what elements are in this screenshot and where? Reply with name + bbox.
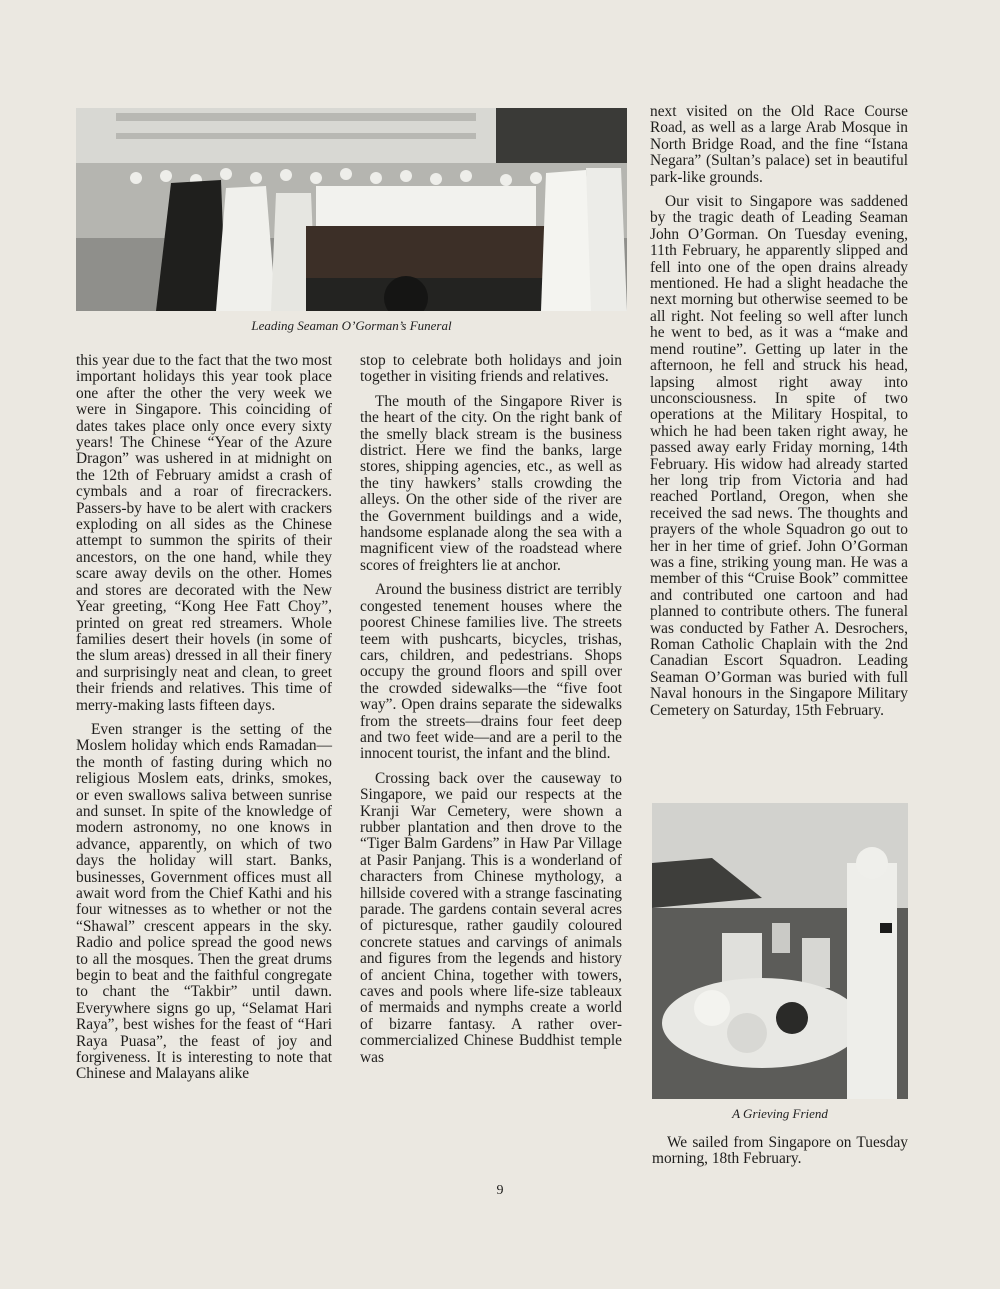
text-column-right [650,104,908,727]
text-column-left [76,353,332,1091]
funeral-photo [76,108,627,311]
funeral-photo-image [76,108,627,311]
paragraph: The mouth of the Singapore River is the heart of the city. On the right bank of the smelly black stream is the business district. Here we find the banks, large stores, shipping agencies, etc., as well as the tiny hawkers’ stalls crowding the alleys. On the other side of the river are the Government buildings and a wide, handsome esplanade along the sea with a magnificent view of the roadstead where scores of freighters lie at anchor. [360,392,622,574]
paragraph: next visited on the Old Race Course Road, as well as a large Arab Mosque in North Bridge Road, and the fine “Istana Negara” (Sultan’s palace) set in beautiful park-like grounds. [650,103,908,186]
text-column-right-bottom [652,1135,908,1176]
page-number: 9 [496,1183,504,1198]
grieving-friend-caption: A Grieving Friend [732,1106,828,1121]
grieving-friend-photo [652,803,908,1099]
paragraph: Even stranger is the setting of the Moslem holiday which ends Ramadan—the month of fasting during which no religious Moslem eats, drinks, smokes, or even swallows saliva between sunrise and sunset. In spite of the knowledge of modern astronomy, no one knows in advance, apparently, on which of two days the holiday will start. Banks, businesses, Government offices must all await word from the Chief Kathi and his four witnesses as to whether or not the “Shawal” crescent appears in the sky. Radio and police spread the good news to all the mosques. Then the great drums begin to beat and the faithful congregate to chant the “Takbir” until dawn. Everywhere signs go up, “Selamat Hari Raya”, best wishes for the feast of “Hari Raya Puasa”, the feast of joy and forgiveness. It is interesting to note that Chinese and Malayans alike [76,720,332,1083]
paragraph: Around the business district are terribly congested tenement houses where the poorest Chinese families live. The streets teem with pushcarts, bicycles, trishas, cars, children, and pedestrians. Shops occupy the ground floors and spill over the crowded sidewalks—the “five foot way”. Open drains separate the sidewalks from the streets—drains four feet deep and two feet wide—and are a peril to the innocent tourist, the infant and the blind. [360,581,622,763]
paragraph: this year due to the fact that the two most important holidays this year took place one after the other the very week we were in Singapore. This coinciding of dates takes place only once every sixty years! The Chinese “Year of the Azure Dragon” was ushered in at midnight on the 12th of February amidst a crash of cymbals and a roar of firecrackers. Passers-by have to be alert with crackers exploding on all sides as the Chinese attempt to summon the spirits of their ancestors, on the one hand, while they scare away devils on the other. Homes and stores are decorated with the New Year greeting, “Kong Hee Fatt Choy”, printed on great red streamers. Whole families desert their hovels (in some of the slum areas) dressed in all their finery and surprisingly neat and clean, to greet their friends and relatives. This time of merry-making lasts fifteen days. [76,352,332,714]
text-column-middle [360,353,622,1074]
funeral-photo-caption: Leading Seaman O’Gorman’s Funeral [251,318,452,333]
paragraph: Crossing back over the causeway to Singapore, we paid our respects at the Kranji War Cemetery, were shown a rubber plantation and then drove to the “Tiger Balm Gardens” in Haw Par Village at Pasir Panjang. This is a wonderland of characters from Chinese mythology, a hillside covered with a strange fascinating parade. The gardens contain several acres of picturesque, rather gaudily coloured concrete statues and carvings of animals and figures from the legends and history of ancient China, together with towers, caves and pools where life-size tableaux of mermaids and nymphs create a world of bizarre fantasy. A rather over-commercialized Chinese Buddhist temple was [360,769,622,1066]
paragraph: stop to celebrate both holidays and join together in visiting friends and relatives. [360,352,622,386]
paragraph: We sailed from Singapore on Tuesday morning, 18th February. [652,1134,908,1168]
grieving-friend-photo-image [652,803,908,1099]
paragraph: Our visit to Singapore was saddened by the tragic death of Leading Seaman John O’Gorman. On Tuesday evening, 11th February, he apparently slipped and fell into one of the open drains already mentioned. He had a slight headache the next morning but otherwise seemed to be all right. Not feeling so well after lunch he went to bed, as it was a “make and mend routine”. Getting up later in the afternoon, he fell and struck his head, lapsing almost right away into unconsciousness. In spite of two operations at the Military Hospital, to which he had been taken right away, he passed away early Friday morning, 14th February. His widow had already started her long trip from Victoria and had reached Portland, Oregon, when she received the sad news. The thoughts and prayers of the whole Squadron go out to her in her time of grief. John O’Gorman was a fine, striking young man. He was a member of this “Cruise Book” committee and contributed one cartoon and had planned to contribute others. The funeral was conducted by Father A. Desrochers, Roman Catholic Chaplain with the 2nd Canadian Escort Squadron. Leading Seaman O’Gorman was buried with full Naval honours in the Singapore Military Cemetery on Saturday, 15th February. [650,193,908,719]
